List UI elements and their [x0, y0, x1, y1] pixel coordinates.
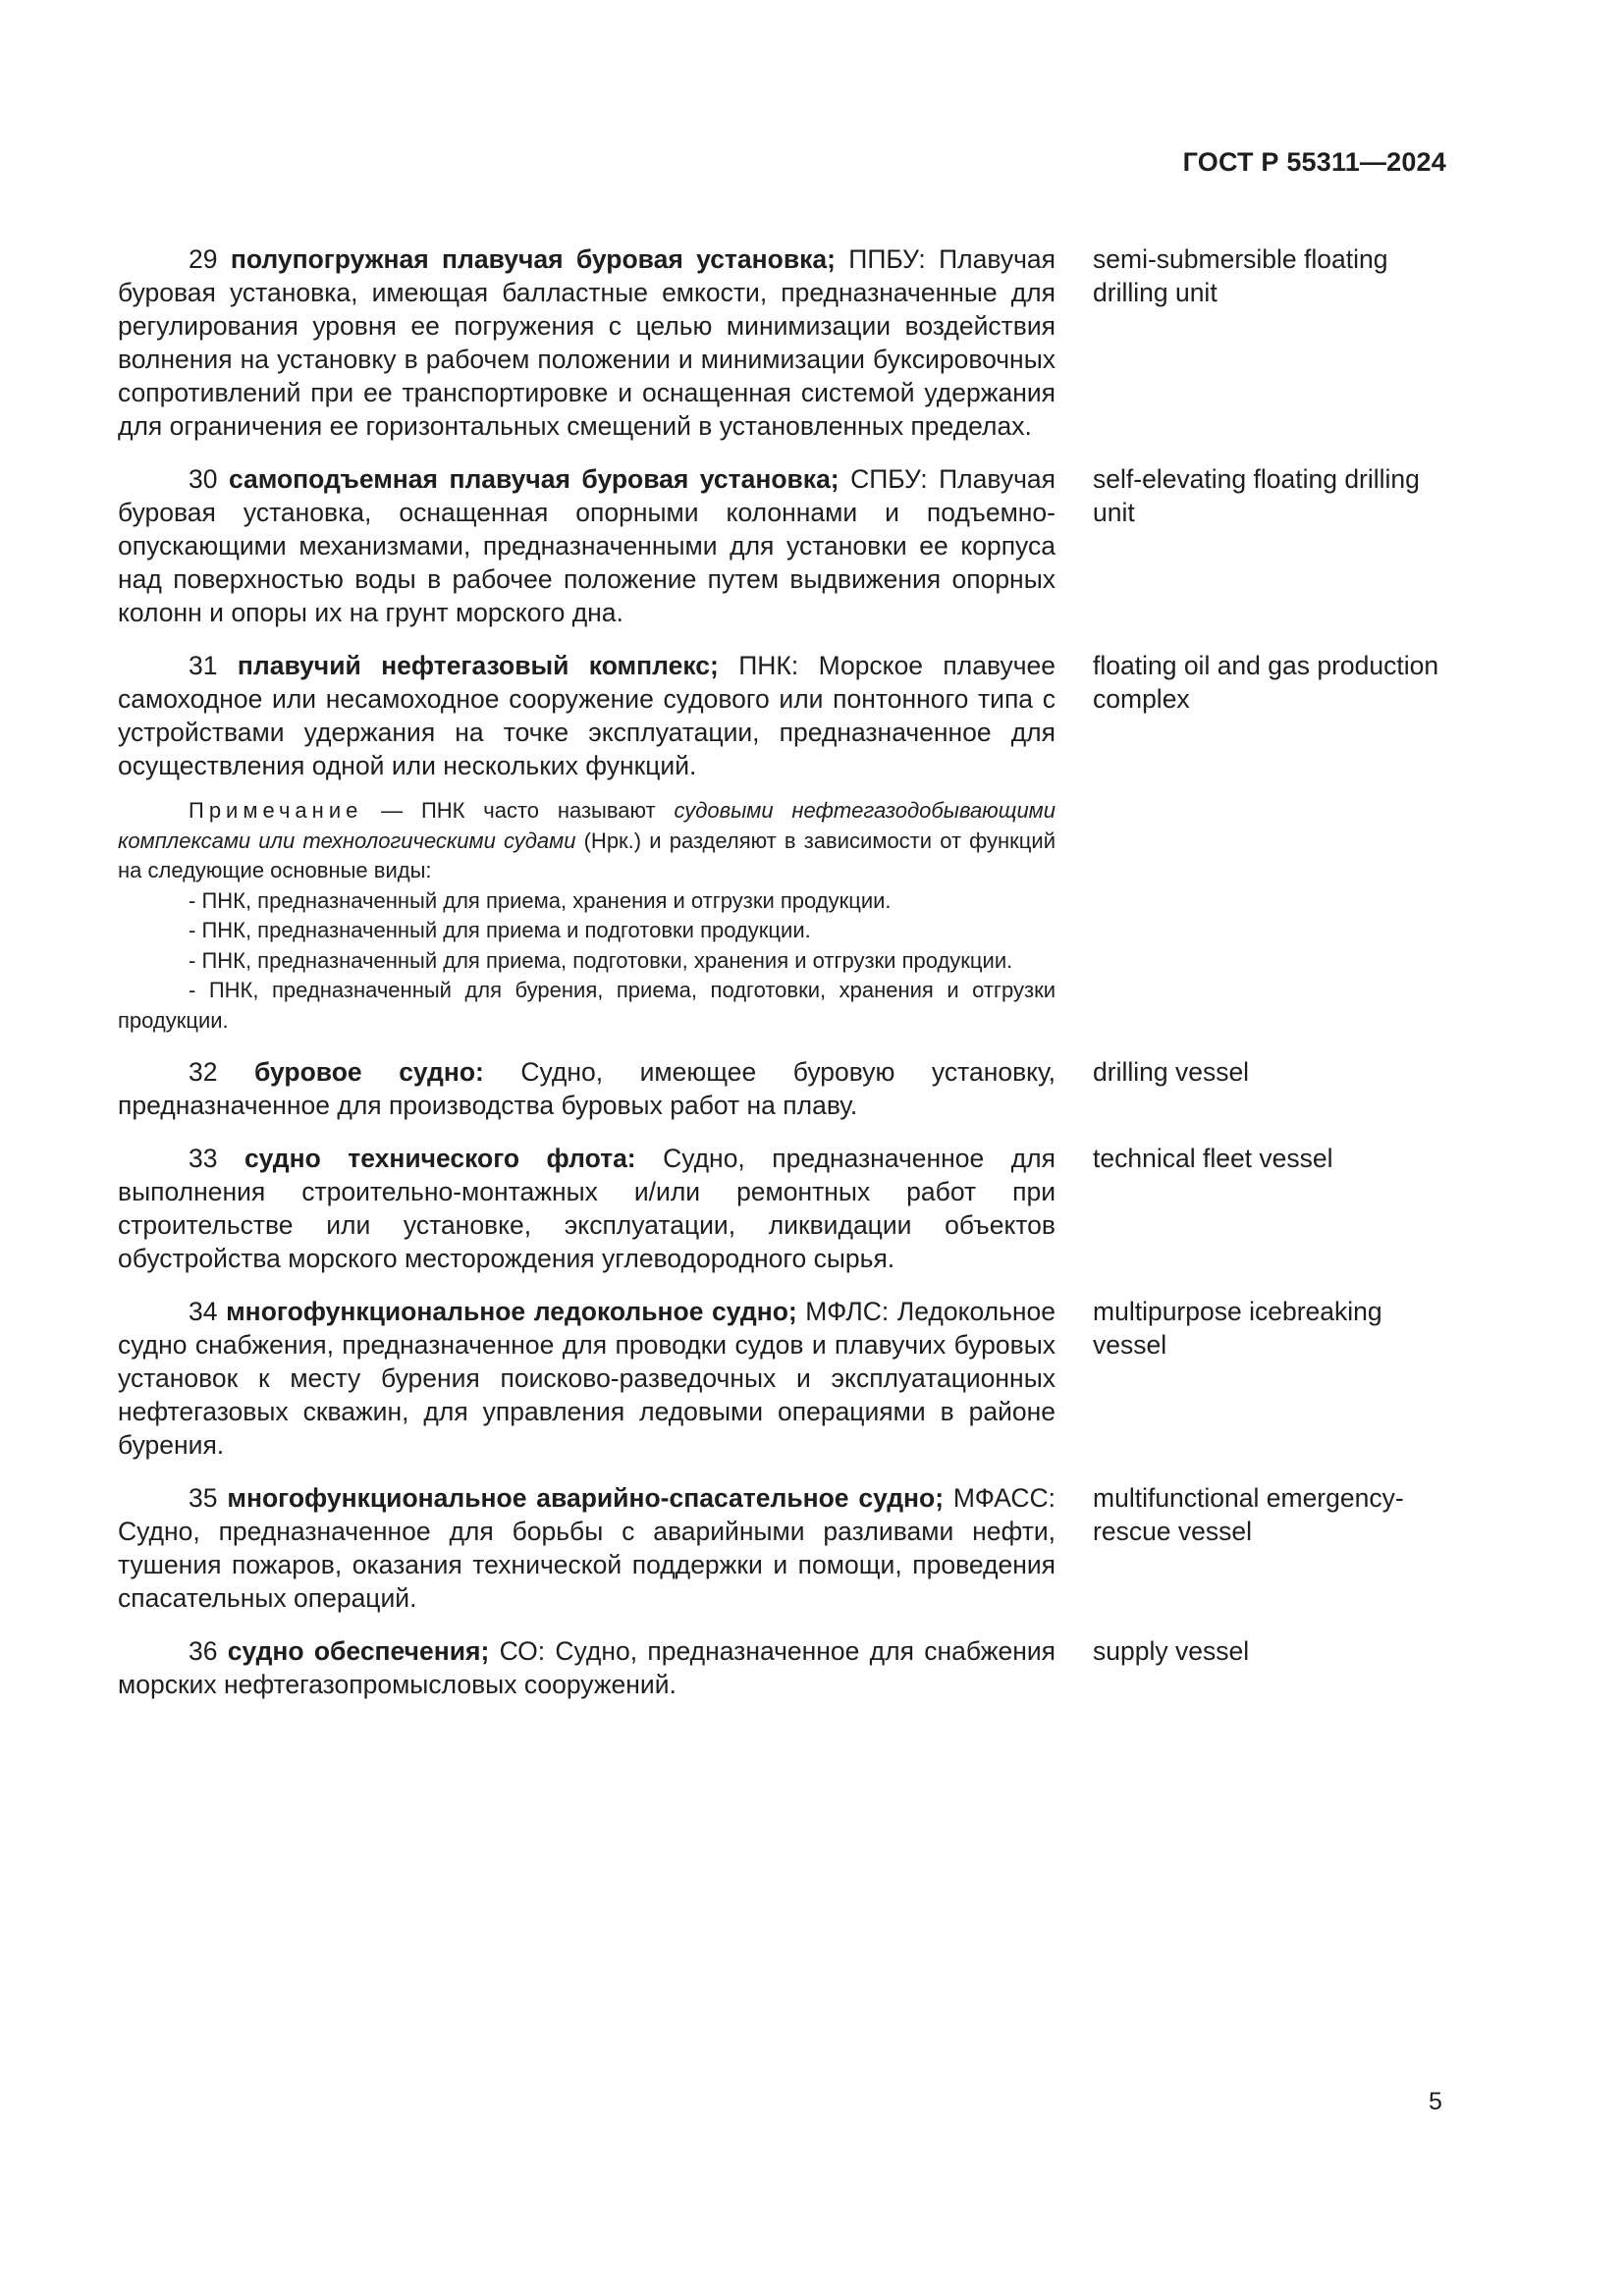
term-english: floating oil and gas production complex — [1093, 651, 1439, 714]
term-number: 36 — [189, 1636, 218, 1666]
term-title: многофункциональное ледокольное судно; — [226, 1297, 797, 1326]
term-title: буровое судно: — [254, 1057, 484, 1087]
note-text-italic: судовыми нефтегазодобывающими комплексами или технологическими судами — [118, 798, 1056, 853]
term-entry-29 — [118, 242, 1463, 443]
term-english: multifunctional emergency-rescue vessel — [1093, 1483, 1404, 1546]
term-number: 35 — [189, 1483, 218, 1513]
term-definition — [118, 1055, 1056, 1122]
term-number: 32 — [189, 1057, 218, 1087]
term-english: drilling vessel — [1093, 1057, 1250, 1087]
term-definition-text: Судно, предназначенное для выполнения строительно-монтажных и/или ремонтных работ при строительстве или установке, эксплуатации, ликвидации объектов обустройства морского месторождения углеводородного сырья. — [118, 1144, 1056, 1273]
term-title: полупогружная плавучая буровая установка; — [230, 244, 836, 274]
document-number: ГОСТ Р 55311—2024 — [1182, 147, 1446, 177]
term-title: самоподъемная плавучая буровая установка; — [228, 464, 839, 494]
term-number: 31 — [189, 651, 218, 680]
term-definition — [118, 462, 1056, 629]
term-entry-32 — [118, 1055, 1463, 1122]
term-number: 30 — [189, 464, 218, 494]
term-entry-35 — [118, 1481, 1463, 1615]
term-definition — [118, 242, 1056, 443]
term-english: technical fleet vessel — [1093, 1144, 1333, 1173]
term-english: multipurpose icebreaking vessel — [1093, 1297, 1382, 1360]
term-title: плавучий нефтегазовый комплекс; — [237, 651, 719, 680]
term-entry-30 — [118, 462, 1463, 629]
term-definition — [118, 1481, 1056, 1615]
term-entry-36 — [118, 1634, 1463, 1701]
term-definition-text: Судно, имеющее буровую установку, предназначенное для производства буровых работ на плаву. — [118, 1057, 1056, 1120]
note-list-item: - ПНК, предназначенный для приема и подготовки продукции. — [189, 918, 811, 942]
term-entry-33 — [118, 1142, 1463, 1275]
term-definition-text: СО: Судно, предназначенное для снабжения морских нефтегазопромысловых сооружений. — [118, 1636, 1056, 1699]
terms-list — [118, 242, 1463, 1701]
note-list-item: - ПНК, предназначенный для бурения, приема, подготовки, хранения и отгрузки продукции. — [118, 978, 1056, 1033]
term-definition-text: МФАСС: Судно, предназначенное для борьбы с аварийными разливами нефти, тушения пожаров, оказания технической поддержки и помощи, проведения спасательных операций. — [118, 1483, 1056, 1613]
term-english: self-elevating floating drilling unit — [1093, 464, 1420, 527]
note-list-item: - ПНК, предназначенный для приема, хранения и отгрузки продукции. — [189, 887, 892, 913]
note-label: Примечание — [189, 798, 363, 823]
term-title: судно обеспечения; — [227, 1636, 490, 1666]
page-number: 5 — [1429, 2088, 1442, 2115]
term-number: 33 — [189, 1144, 218, 1173]
term-title: многофункциональное аварийно-спасательное судно; — [227, 1483, 945, 1513]
term-definition — [118, 1142, 1056, 1275]
term-english: supply vessel — [1093, 1636, 1250, 1666]
note-block — [118, 796, 1056, 1036]
note-text-b: (Нрк.) и разделяют в зависимости от функций на следующие основные виды: — [118, 828, 1056, 882]
term-definition — [118, 1634, 1056, 1701]
note-dash: — — [362, 798, 421, 823]
term-number: 29 — [189, 244, 218, 274]
term-entry-31 — [118, 649, 1463, 782]
term-title: судно технического флота: — [244, 1144, 636, 1173]
term-definition — [118, 649, 1056, 782]
term-definition-text: СПБУ: Плавучая буровая установка, оснащенная опорными колоннами и подъемно-опускающими механизмами, предназначенными для установки ее корпуса над поверхностью воды в рабочее положение путем выдвижения опорных колонн и опоры их на грунт морского дна. — [118, 464, 1056, 627]
term-definition — [118, 1295, 1056, 1462]
term-definition-text: МФЛС: Ледокольное судно снабжения, предназначенное для проводки судов и плавучих буровых установок к месту бурения поисково-разведочных и эксплуатационных нефтегазовых скважин, для управления ледовыми операциями в районе бурения. — [118, 1297, 1056, 1460]
note-list-item: - ПНК, предназначенный для приема, подготовки, хранения и отгрузки продукции. — [189, 947, 1013, 973]
term-entry-34 — [118, 1295, 1463, 1462]
term-english: semi-submersible floating drilling unit — [1093, 244, 1388, 307]
term-definition-text: ППБУ: Плавучая буровая установка, имеющая балластные емкости, предназначенные для регулирования уровня ее погружения с целью минимизации воздействия волнения на установку в рабочем положении и минимизации буксировочных сопротивлений при ее транспортировке и оснащенная системой удержания для ограничения ее горизонтальных смещений в установленных пределах. — [118, 244, 1056, 441]
term-definition-text: ПНК: Морское плавучее самоходное или несамоходное сооружение судового или понтонного типа с устройствами удержания на точке эксплуатации, предназначенное для осуществления одной или нескольких функций. — [118, 651, 1056, 780]
note-text-a: ПНК часто называют — [420, 798, 675, 823]
term-number: 34 — [189, 1297, 218, 1326]
